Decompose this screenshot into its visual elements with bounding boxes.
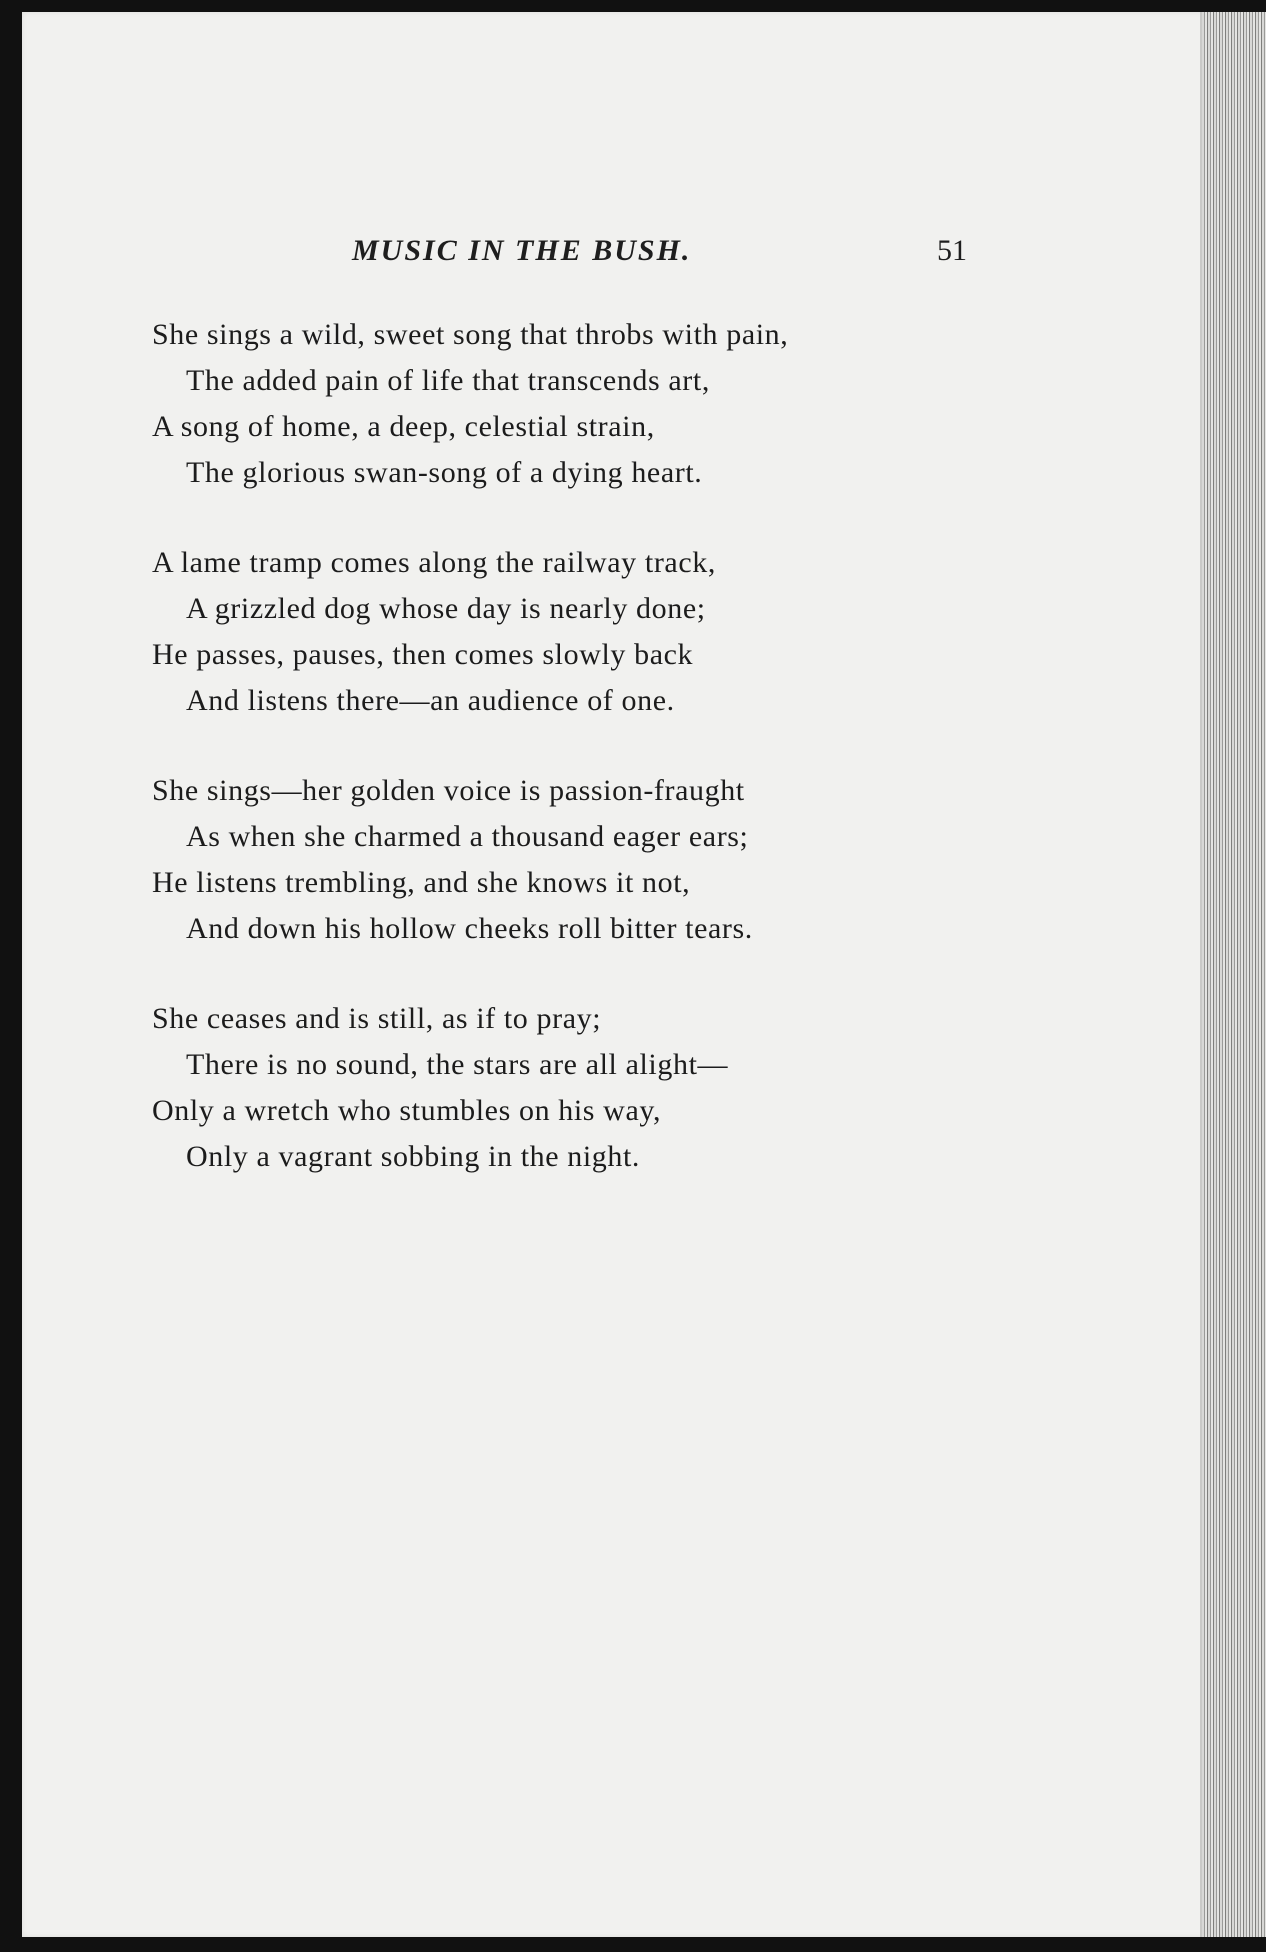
page-header: [22, 234, 1220, 284]
stanza: [152, 768, 1152, 952]
poem-line: As when she charmed a thousand eager ears;: [186, 820, 749, 853]
page-number: 51: [937, 234, 967, 267]
poem-line: A song of home, a deep, celestial strain,: [152, 410, 655, 443]
page-edges: [1200, 12, 1268, 1937]
poem-line: Only a vagrant sobbing in the night.: [186, 1140, 641, 1173]
stanza: [152, 540, 1152, 724]
poem-line: He passes, pauses, then comes slowly back: [152, 638, 694, 671]
poem-line: She sings a wild, sweet song that throbs with pain,: [152, 318, 789, 351]
poem-body: [152, 312, 1152, 1224]
poem-line: She ceases and is still, as if to pray;: [152, 1002, 602, 1035]
poem-line: A lame tramp comes along the railway track,: [152, 546, 716, 579]
running-title: MUSIC IN THE BUSH.: [352, 234, 692, 267]
page-sheet: [22, 12, 1220, 1937]
stanza: [152, 312, 1152, 496]
poem-line: The added pain of life that transcends art,: [186, 364, 710, 397]
poem-line: Only a wretch who stumbles on his way,: [152, 1094, 662, 1127]
scan-margin: [1266, 0, 1280, 1952]
poem-line: He listens trembling, and she knows it not,: [152, 866, 691, 899]
stanza: [152, 996, 1152, 1180]
poem-line: And down his hollow cheeks roll bitter tears.: [186, 912, 753, 945]
poem-line: The glorious swan-song of a dying heart.: [186, 456, 703, 489]
poem-line: And listens there—an audience of one.: [186, 684, 675, 717]
poem-line: There is no sound, the stars are all alight—: [186, 1048, 729, 1081]
poem-line: She sings—her golden voice is passion-fraught: [152, 774, 745, 807]
poem-line: A grizzled dog whose day is nearly done;: [186, 592, 706, 625]
